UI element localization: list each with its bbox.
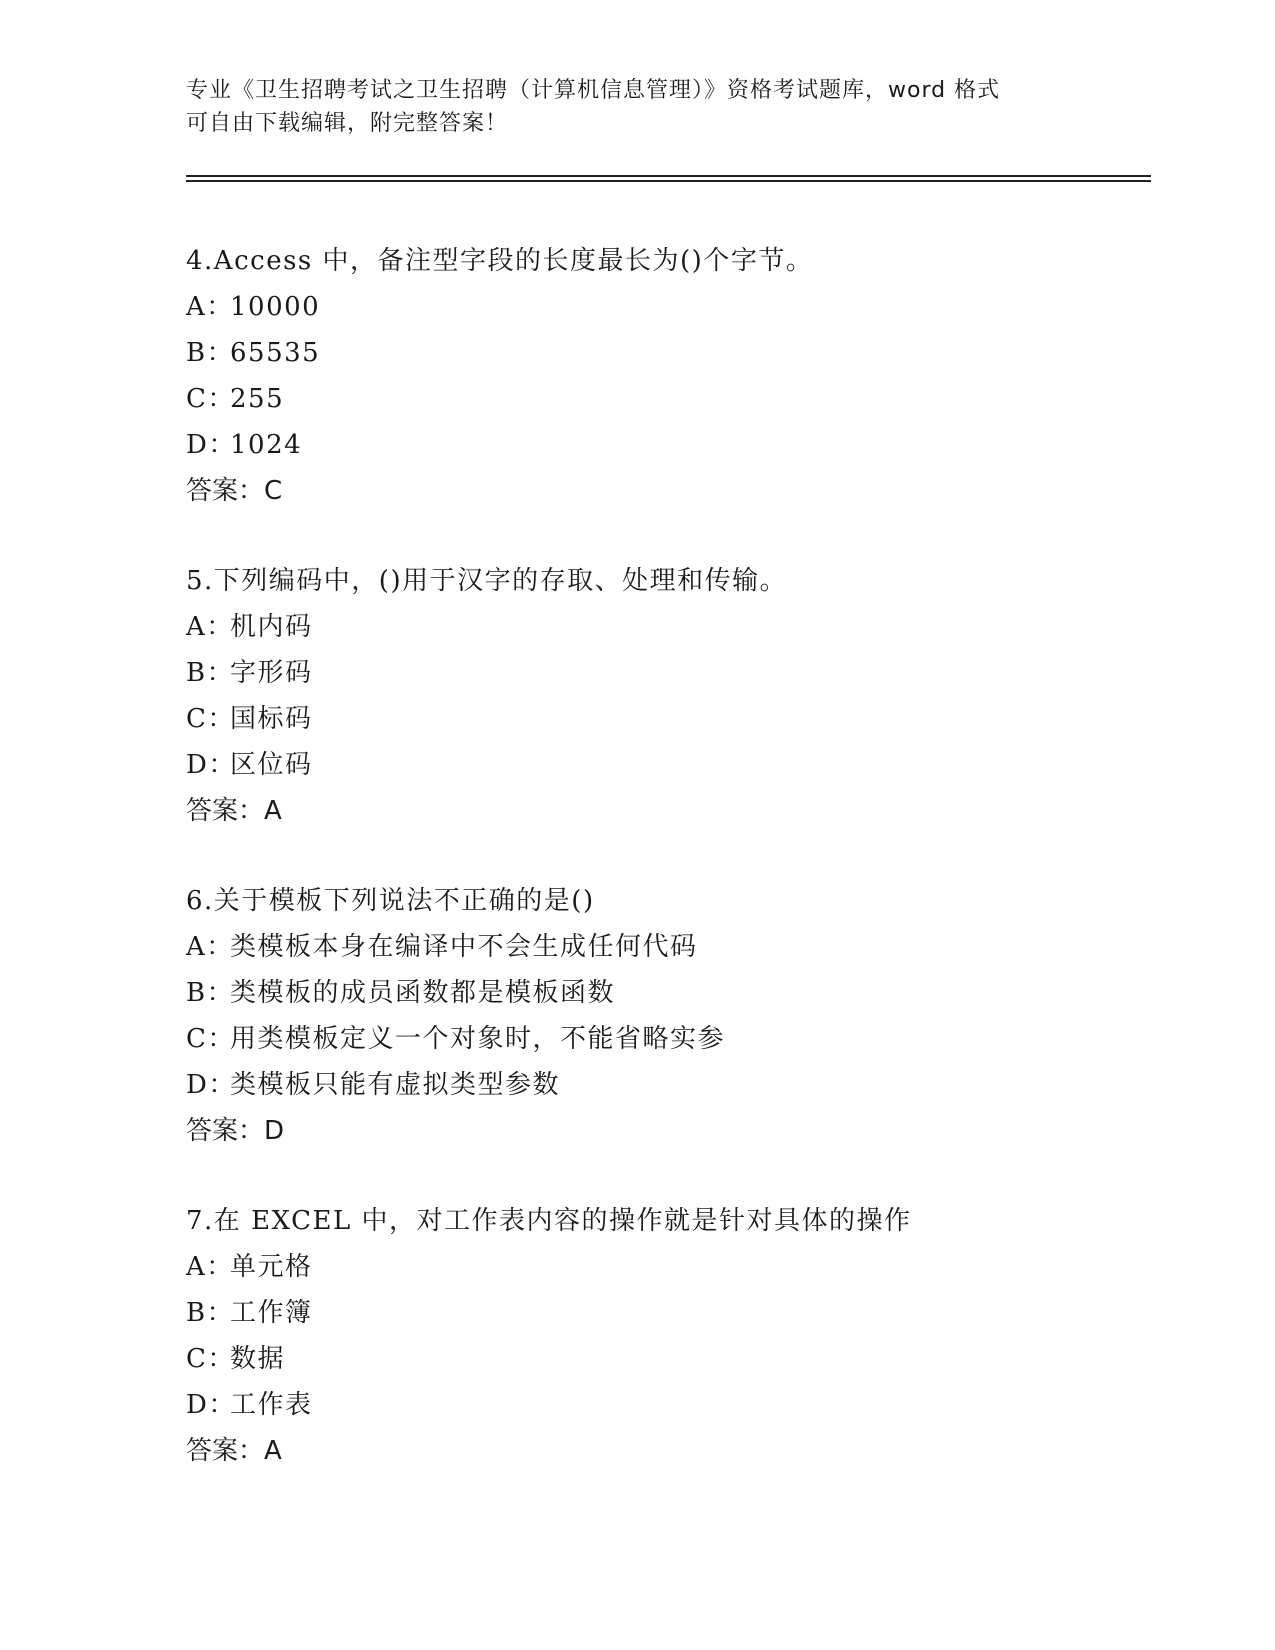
header-divider-bottom xyxy=(186,180,1151,182)
answer-line: 答案：A xyxy=(186,796,282,826)
question-list xyxy=(186,238,1186,1518)
option-c xyxy=(186,1336,1186,1382)
option-d xyxy=(186,1062,1186,1108)
option-c xyxy=(186,696,1186,742)
option-text: 用类模板定义一个对象时，不能省略实参 xyxy=(230,1024,726,1054)
option-b xyxy=(186,330,1186,376)
option-d xyxy=(186,1382,1186,1428)
question-stem: 4.Access 中，备注型字段的长度最长为()个字节。 xyxy=(186,246,814,276)
option-text: 类模板的成员函数都是模板函数 xyxy=(230,978,616,1008)
option-text: 工作簿 xyxy=(230,1298,313,1328)
document-header xyxy=(186,74,1086,140)
option-text: 255 xyxy=(230,384,285,414)
question-4 xyxy=(186,238,1186,514)
option-text: 1024 xyxy=(230,430,303,460)
option-key: C： xyxy=(186,1024,235,1054)
option-key: B： xyxy=(186,1298,235,1328)
option-text: 区位码 xyxy=(230,750,313,780)
header-divider-top xyxy=(186,175,1151,177)
header-line-2: 可自由下载编辑，附完整答案！ xyxy=(186,111,509,136)
option-key: B： xyxy=(186,978,235,1008)
option-key: B： xyxy=(186,658,235,688)
option-d xyxy=(186,742,1186,788)
option-c xyxy=(186,376,1186,422)
option-b xyxy=(186,1290,1186,1336)
question-7 xyxy=(186,1198,1186,1474)
option-key: D： xyxy=(186,1070,236,1100)
option-b xyxy=(186,970,1186,1016)
option-key: D： xyxy=(186,1390,236,1420)
option-text: 65535 xyxy=(230,338,321,368)
answer-line: 答案：A xyxy=(186,1436,282,1466)
option-text: 10000 xyxy=(230,292,321,322)
option-c xyxy=(186,1016,1186,1062)
option-text: 类模板只能有虚拟类型参数 xyxy=(230,1070,561,1100)
option-key: C： xyxy=(186,1344,235,1374)
option-text: 字形码 xyxy=(230,658,313,688)
header-line-1: 专业《卫生招聘考试之卫生招聘（计算机信息管理）》资格考试题库，word 格式 xyxy=(186,78,1001,103)
option-d xyxy=(186,422,1186,468)
option-b xyxy=(186,650,1186,696)
question-stem: 7.在 EXCEL 中，对工作表内容的操作就是针对具体的操作 xyxy=(186,1206,912,1236)
option-text: 类模板本身在编译中不会生成任何代码 xyxy=(230,932,698,962)
option-key: B： xyxy=(186,338,235,368)
option-a xyxy=(186,1244,1186,1290)
option-key: D： xyxy=(186,430,236,460)
option-text: 数据 xyxy=(230,1344,286,1374)
option-key: C： xyxy=(186,384,235,414)
option-text: 机内码 xyxy=(230,612,313,642)
option-key: A： xyxy=(186,292,234,322)
question-5 xyxy=(186,558,1186,834)
option-key: A： xyxy=(186,932,234,962)
option-a xyxy=(186,924,1186,970)
option-a xyxy=(186,284,1186,330)
answer-line: 答案：D xyxy=(186,1116,285,1146)
option-text: 单元格 xyxy=(230,1252,313,1282)
option-text: 国标码 xyxy=(230,704,313,734)
option-a xyxy=(186,604,1186,650)
question-6 xyxy=(186,878,1186,1154)
option-key: A： xyxy=(186,612,234,642)
option-key: A： xyxy=(186,1252,234,1282)
answer-line: 答案：C xyxy=(186,476,283,506)
option-key: D： xyxy=(186,750,236,780)
question-stem: 6.关于模板下列说法不正确的是() xyxy=(186,886,595,916)
option-key: C： xyxy=(186,704,235,734)
option-text: 工作表 xyxy=(230,1390,313,1420)
question-stem: 5.下列编码中，()用于汉字的存取、处理和传输。 xyxy=(186,566,788,596)
